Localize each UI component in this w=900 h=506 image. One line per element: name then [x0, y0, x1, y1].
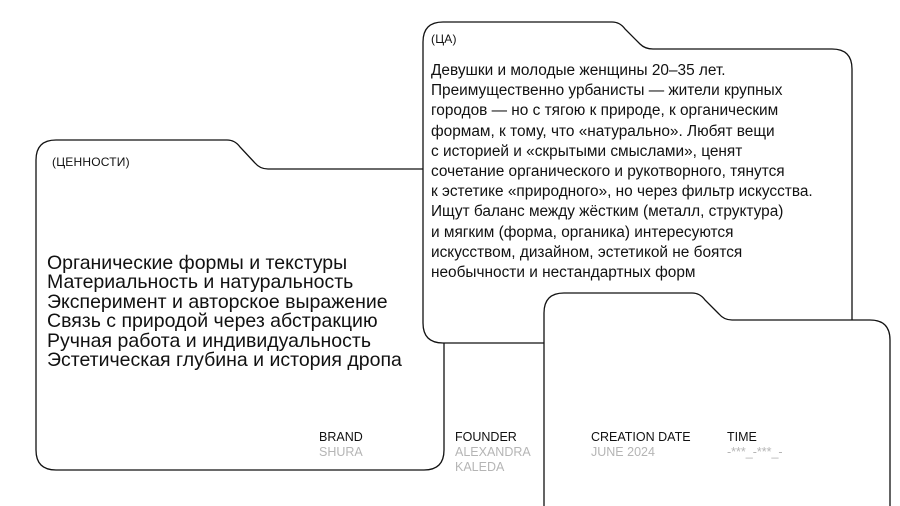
audience-line: сочетание органического и рукотворного, тянутся: [431, 163, 785, 181]
audience-line: с историей и «скрытыми смыслами», ценят: [431, 142, 743, 160]
audience-line: Преимущественно урбанисты — жители крупных: [431, 82, 783, 100]
brand-label: BRAND: [319, 430, 363, 444]
empty-folder-shape: [544, 293, 890, 506]
audience-line: городов — но с тягою к природе, к органическим: [431, 102, 779, 120]
audience-line: и мягким (форма, органика) интересуются: [431, 223, 734, 241]
audience-line: искусством, дизайном, эстетикой не боятся: [431, 243, 743, 261]
audience-line: к эстетике «природного», но через фильтр искусства.: [431, 183, 813, 201]
audience-line: Девушки и молодые женщины 20–35 лет.: [431, 62, 726, 79]
values-item: Материальность и натуральность: [47, 271, 354, 294]
values-tab-label: (ЦЕННОСТИ): [52, 155, 130, 169]
time-info: [727, 430, 783, 460]
creation-date-info: [591, 430, 691, 460]
founder-value-line1: ALEXANDRA: [455, 445, 531, 459]
audience-line: необычности и нестандартных форм: [431, 264, 696, 282]
audience-line: формам, к тому, что «натурально». Любят вещи: [431, 122, 775, 140]
time-value: -***_-***_-: [727, 445, 783, 459]
creation-date-value: JUNE 2024: [591, 445, 655, 459]
audience-line: Ищут баланс между жёстким (металл, структура): [431, 203, 784, 221]
values-item: Эксперимент и авторское выражение: [47, 290, 388, 313]
values-list: [47, 254, 402, 370]
founder-info: [455, 430, 531, 475]
creation-date-label: CREATION DATE: [591, 430, 691, 444]
time-label: TIME: [727, 430, 757, 444]
values-item: Ручная работа и индивидуальность: [47, 329, 371, 352]
values-item: Органические формы и текстуры: [47, 252, 348, 274]
audience-description: [431, 61, 851, 283]
brand-value: SHURA: [319, 445, 363, 459]
founder-value-line2: KALEDA: [455, 460, 505, 474]
values-item: Эстетическая глубина и история дропа: [47, 349, 402, 372]
audience-tab-label: (ЦА): [431, 32, 457, 46]
values-item: Связь с природой через абстракцию: [47, 310, 378, 333]
brand-info: [319, 430, 363, 460]
founder-label: FOUNDER: [455, 430, 517, 444]
